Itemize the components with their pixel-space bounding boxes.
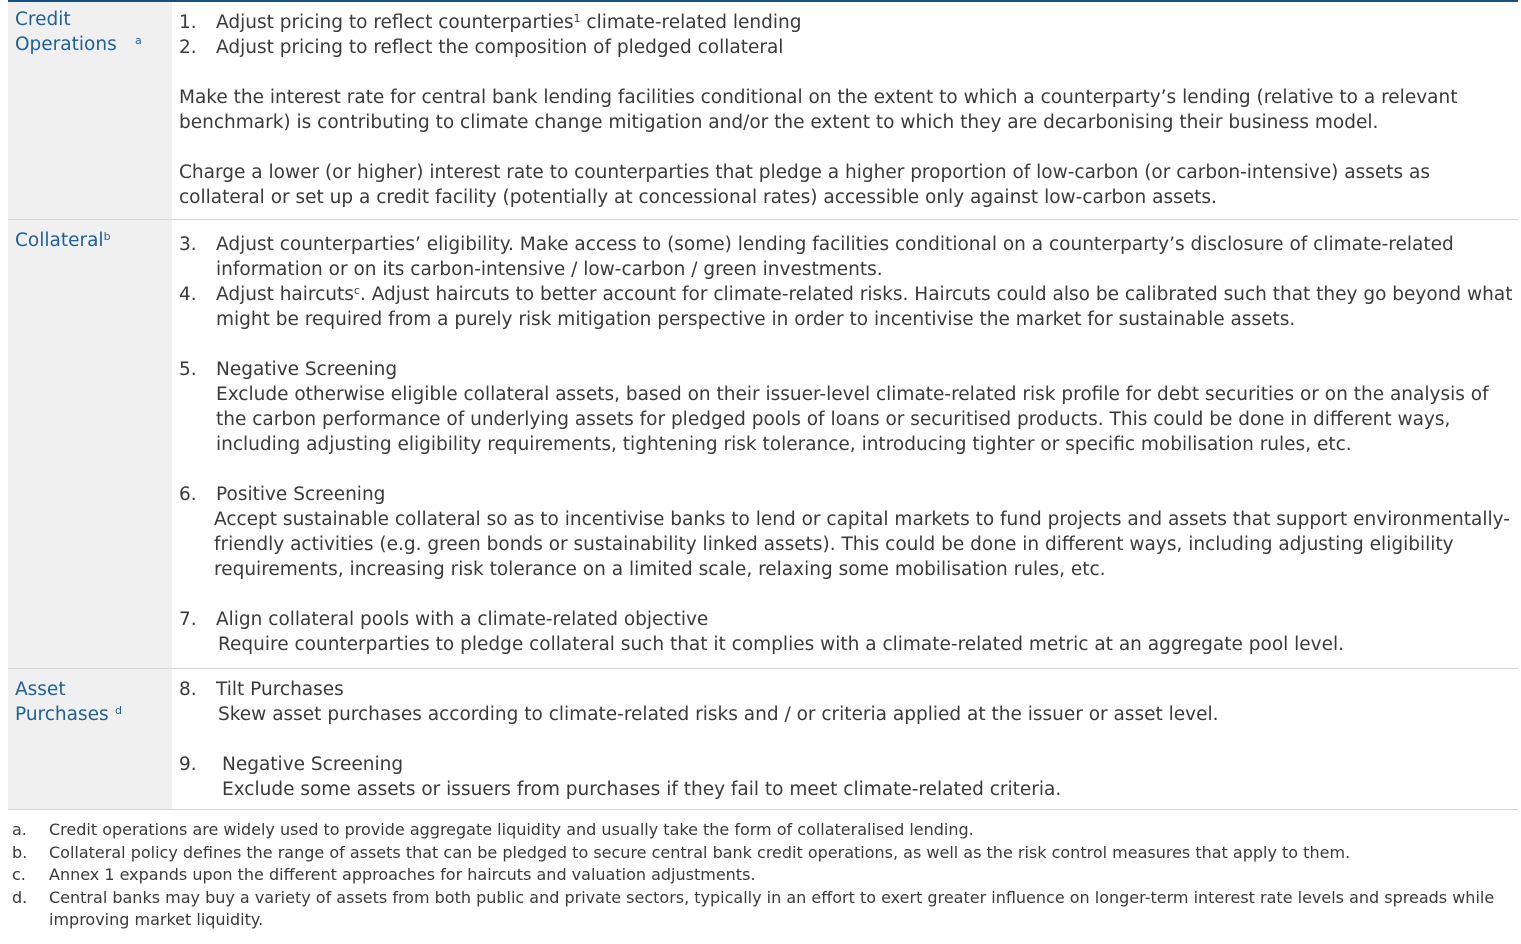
item-text: [216, 10, 1518, 35]
item-description: Exclude some assets or issuers from purchases if they fail to meet climate-related criteria.: [222, 779, 1062, 800]
table-row-collateral: [8, 220, 1518, 669]
list-item: [179, 607, 1518, 632]
footnotes: [12, 819, 1502, 932]
footnote-label: c.: [12, 865, 26, 884]
item-title: Align collateral pools with a climate-related objective: [216, 609, 709, 630]
footnote-ref: c: [353, 284, 360, 297]
list-item: [179, 357, 1518, 382]
category-cell: [8, 669, 172, 809]
category-label: Credit Operations: [15, 9, 117, 55]
measures-table: [8, 2, 1518, 810]
item-text-part: Adjust haircuts: [216, 284, 354, 305]
footnote-ref: 1: [573, 12, 581, 25]
footnote-label: b.: [12, 842, 28, 862]
category-cell: [8, 2, 172, 219]
item-title: Negative Screening: [216, 359, 398, 380]
table-row-credit-operations: [8, 2, 1518, 220]
footnote-text: Central banks may buy a variety of assets from both public and private sectors, typically in an effort to exert greater influence on longer-term interest rate levels and spreads while improving market liquidity.: [49, 887, 1495, 929]
footnote-text: Collateral policy defines the range of assets that can be pledged to secure central bank credit operations, as well as the risk control measures that apply to them.: [49, 842, 1351, 862]
footnote: [12, 819, 1502, 842]
item-text-part: Adjust pricing to reflect counterparties: [216, 12, 574, 33]
item-description: Accept sustainable collateral so as to incentivise banks to lend or capital markets to fund projects and assets that support environmentally-friendly activities (e.g. green bonds or sustainability linked assets). This could be done in different ways, including adjusting eligibility requirements, increasing risk tolerance on a limited scale, relaxing some mobilisation rules, etc.: [214, 509, 1510, 580]
item-number: 2.: [179, 37, 197, 58]
category-label: Collateral: [15, 230, 104, 251]
content-cell: [172, 220, 1518, 668]
item-text-part: . Adjust haircuts to better account for climate-related risks. Haircuts could also be calibrated such that they go beyond what might be required from a purely risk mitigation perspective in order to incentivise the market for sustainable assets.: [216, 284, 1513, 330]
item-number: 4.: [179, 284, 197, 305]
item-text: Adjust counterparties’ eligibility. Make access to (some) lending facilities conditional on a counterparty’s disclosure of climate-related information or on its carbon-intensive / low-carbon / green investments.: [216, 234, 1454, 280]
item-number: 1.: [179, 12, 197, 33]
content-cell: [172, 669, 1518, 809]
footnote-label: a.: [12, 820, 27, 839]
footnote-text: Annex 1 expands upon the different approaches for haircuts and valuation adjustments.: [49, 865, 756, 884]
footnote-ref: d: [115, 704, 122, 717]
item-number: 3.: [179, 234, 197, 255]
paragraph: Charge a lower (or higher) interest rate to counterparties that pledge a higher proportion of low-carbon (or carbon-intensive) assets as collateral or set up a credit facility (potentially at concessional rates) accessible only against low-carbon assets.: [179, 162, 1430, 208]
item-title: Positive Screening: [216, 484, 386, 505]
item-number: 7.: [179, 609, 197, 630]
item-text: Adjust pricing to reflect the composition of pledged collateral: [216, 37, 784, 58]
footnote-ref: b: [103, 230, 111, 243]
footnote: [12, 842, 1502, 865]
item-number: 5.: [179, 359, 197, 380]
list-item: [179, 677, 1518, 702]
item-title: Tilt Purchases: [216, 679, 344, 700]
footnote-ref: a: [135, 34, 142, 47]
item-text-part: climate-related lending: [580, 12, 802, 33]
category-cell: [8, 220, 172, 668]
list-item: [179, 232, 1518, 282]
item-description: Exclude otherwise eligible collateral assets, based on their issuer-level climate-related risk profile for debt securities or on the analysis of the carbon performance of underlying assets for pledged pools of loans or securitised products. This could be done in different ways, including adjusting eligibility requirements, tightening risk tolerance, introducing tighter or specific mobilisation rules, etc.: [216, 384, 1489, 455]
list-item: [179, 35, 1518, 60]
footnote: [12, 864, 1502, 887]
list-item: [179, 752, 1518, 777]
content-cell: [172, 2, 1518, 219]
item-number: 9.: [179, 754, 197, 775]
list-item: [179, 10, 1518, 35]
category-label: Asset Purchases: [15, 679, 109, 725]
list-item: [179, 282, 1518, 332]
item-description: Skew asset purchases according to climate-related risks and / or criteria applied at the issuer or asset level.: [218, 704, 1219, 725]
paragraph: Make the interest rate for central bank lending facilities conditional on the extent to which a counterparty’s lending (relative to a relevant benchmark) is contributing to climate change mitigation and/or the extent to which they are decarbonising their business model.: [179, 87, 1458, 133]
item-number: 6.: [179, 484, 197, 505]
footnote: [12, 887, 1502, 932]
item-description: Require counterparties to pledge collateral such that it complies with a climate-related metric at an aggregate pool level.: [218, 634, 1345, 655]
footnote-label: d.: [12, 887, 28, 907]
item-text: [216, 282, 1518, 332]
footnote-text: Credit operations are widely used to provide aggregate liquidity and usually take the form of collateralised lending.: [49, 820, 974, 839]
item-title: Negative Screening: [222, 754, 404, 775]
table-row-asset-purchases: [8, 669, 1518, 810]
item-number: 8.: [179, 679, 197, 700]
list-item: [179, 482, 1518, 507]
